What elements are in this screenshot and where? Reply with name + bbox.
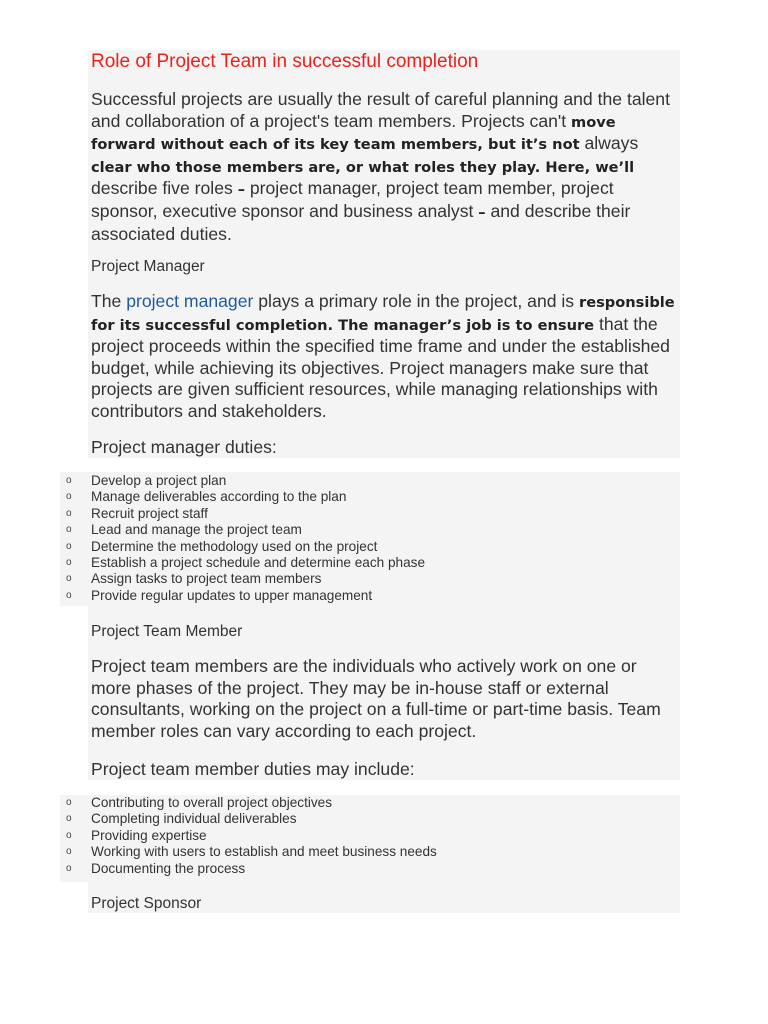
team-member-duties-heading: Project team member duties may include:	[91, 759, 415, 779]
bullet-icon: o	[66, 813, 72, 825]
list-item	[0, 555, 425, 571]
pm-text-2: that the project proceeds within the specified time frame and under the established budget, while achieving its objectives. Project managers make sure that projects are given sufficient resources, while managing relationships with contributors and stakeholders.	[91, 313, 670, 421]
intro-text-1: Successful projects are usually the result of careful planning and the talent and collaboration of a project's team members. Projects can't	[91, 89, 670, 131]
bullet-icon: o	[66, 524, 72, 536]
list-item	[0, 811, 437, 827]
list-item-label: Establish a project schedule and determine each phase	[91, 554, 426, 570]
list-item-label: Working with users to establish and meet business needs	[91, 844, 437, 860]
intro-text-4: project manager, project team member, project sponsor, executive sponsor and business analyst	[91, 178, 614, 221]
intro-text-2: always	[579, 133, 639, 154]
intro-text-3: describe five roles	[91, 178, 238, 199]
list-item	[0, 571, 425, 587]
project-manager-duties-list	[0, 473, 425, 604]
intro-text-5: and describe their associated duties.	[91, 200, 631, 244]
pm-text-the: The	[91, 291, 127, 311]
list-item-label: Providing expertise	[91, 827, 207, 843]
list-item-label: Determine the methodology used on the project	[91, 538, 378, 554]
project-team-member-heading: Project Team Member	[91, 623, 243, 640]
page-title: Role of Project Team in successful completion	[91, 51, 479, 72]
team-member-duties-list	[0, 795, 437, 877]
list-item	[0, 795, 437, 811]
intro-dash-1: –	[237, 181, 245, 199]
intro-bold-1: move forward without each of its key team members, but it’s not	[91, 113, 616, 154]
list-item	[0, 588, 425, 604]
bullet-icon: o	[66, 829, 72, 841]
bullet-icon: o	[66, 573, 72, 585]
list-item-label: Provide regular updates to upper management	[91, 587, 373, 603]
bullet-icon: o	[66, 507, 72, 519]
bullet-icon: o	[66, 589, 72, 601]
intro-paragraph	[91, 89, 681, 245]
list-item-label: Assign tasks to project team members	[91, 571, 322, 587]
bullet-icon: o	[66, 862, 72, 874]
list-item	[0, 844, 437, 860]
pm-text-1: plays a primary role in the project, and is	[253, 291, 579, 311]
list-item-label: Contributing to overall project objectives	[91, 795, 333, 810]
list-item-label: Documenting the process	[91, 860, 246, 876]
bullet-icon: o	[66, 475, 72, 486]
list-item	[0, 522, 425, 538]
list-item-label: Completing individual deliverables	[91, 811, 297, 827]
intro-dash-2: –	[478, 203, 486, 221]
list-item-label: Lead and manage the project team	[91, 522, 302, 538]
list-item	[0, 473, 425, 489]
list-item	[0, 828, 437, 844]
list-item-label: Recruit project staff	[91, 505, 208, 521]
bullet-icon: o	[66, 556, 72, 568]
bullet-icon: o	[66, 540, 72, 552]
bullet-icon: o	[66, 846, 72, 858]
project-manager-duties-heading: Project manager duties:	[91, 437, 277, 457]
list-item	[0, 861, 437, 877]
bullet-icon: o	[66, 491, 72, 503]
list-item	[0, 506, 425, 522]
project-manager-link[interactable]: project manager	[126, 291, 254, 311]
project-manager-paragraph	[91, 291, 681, 423]
intro-bold-2: clear who those members are, or what roles they play. Here, we’ll	[91, 158, 635, 176]
list-item	[0, 539, 425, 555]
list-item-label: Manage deliverables according to the plan	[91, 489, 347, 505]
list-item-label: Develop a project plan	[91, 473, 227, 488]
pm-bold-1: responsible for its successful completion. The manager’s job is to ensure	[91, 294, 675, 334]
bullet-icon: o	[66, 797, 72, 808]
project-sponsor-heading: Project Sponsor	[91, 895, 202, 912]
project-team-member-paragraph: Project team members are the individuals who actively work on one or more phases of the project. They may be in-house staff or external consultants, working on the project on a full-time or part-time basis. Team member roles can vary according to each project.	[91, 656, 661, 741]
list-item	[0, 489, 425, 505]
project-manager-heading: Project Manager	[91, 258, 205, 275]
